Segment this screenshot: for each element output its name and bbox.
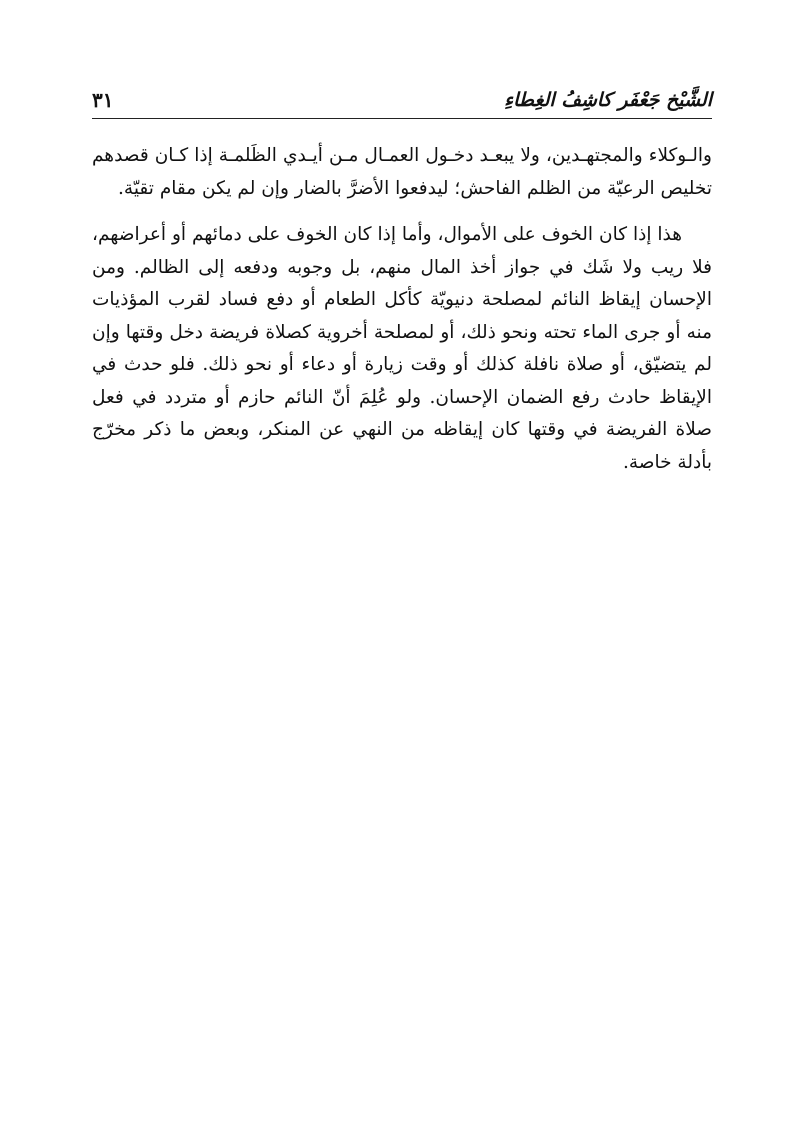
body-text	[92, 140, 712, 479]
paragraph-1: والـوكلاء والمجتهـدين، ولا يبعـد دخـول العمـال مـن أيـدي الظَلمـة إذا كـان قصدهم تخليص الرعيّة من الظلم الفاحش؛ ليدفعوا الأضرَّ بالضار وإن لم يكن مقام تقيّة.	[92, 145, 712, 199]
running-title: الشَّيْخ جَعْفَر كاشِفُ الغِطاءِ	[504, 89, 712, 111]
page-number: ٣١	[92, 88, 114, 112]
page-header	[92, 78, 712, 116]
header-divider	[92, 118, 712, 119]
paragraph-2: هذا إذا كان الخوف على الأموال، وأما إذا كان الخوف على دمائهم أو أعراضهم، فلا ريب ولا شَك في جواز أخذ المال منهم، بل وجوبه ودفعه إلى الظالم. ومن الإحسان إيقاظ النائم لمصلحة دنيويّة كأكل الطعام أو دفع فساد لقرب المؤذيات منه أو جرى الماء تحته ونحو ذلك، أو لمصلحة أخروية كصلاة فريضة دخل وقتها وإن لم يتضيّق، أو صلاة نافلة كذلك أو وقت زيارة أو دعاء أو نحو ذلك. فلو حدث في الإيقاظ حادث رفع الضمان الإحسان. ولو عُلِمَ أنّ النائم حازم أو متردد في فعل صلاة الفريضة في وقتها كان إيقاظه من النهي عن المنكر، وبعض ما ذكر مخرّج بأدلة خاصة.	[92, 224, 712, 473]
